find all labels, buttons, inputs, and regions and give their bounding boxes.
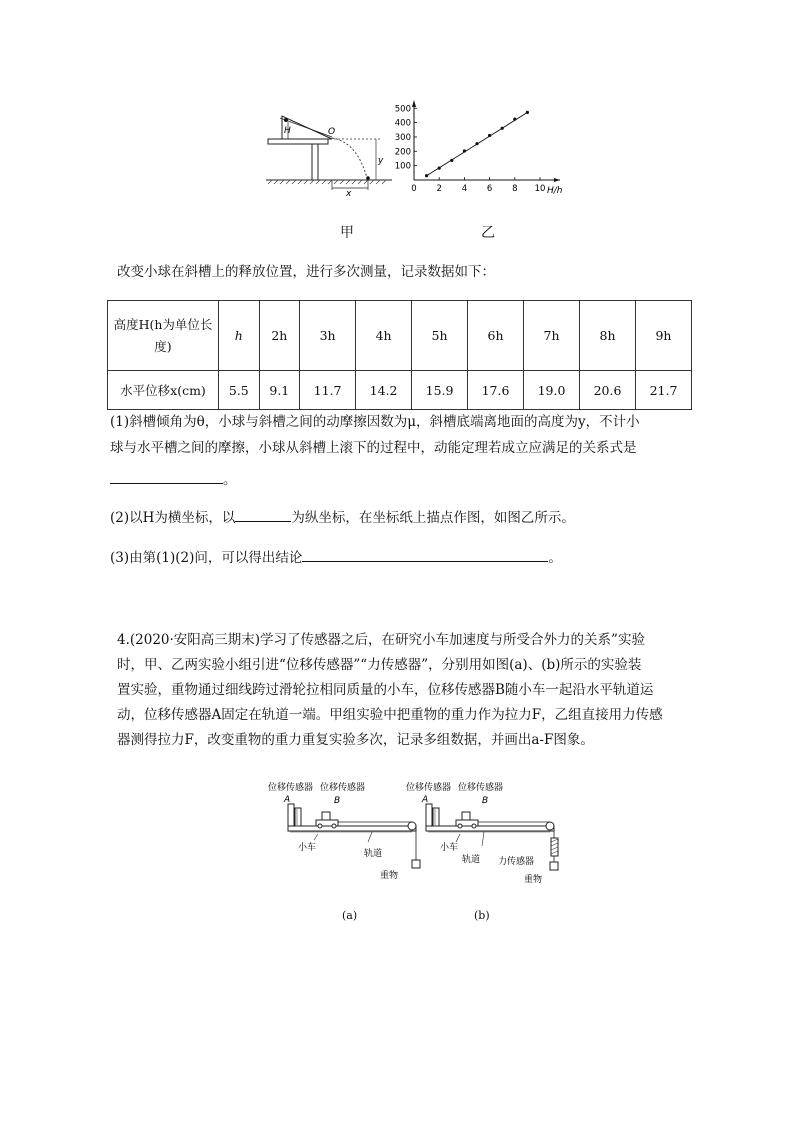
data-point [513, 118, 516, 121]
table-cell: 20.6 [580, 371, 636, 410]
q3-end: 。 [548, 550, 562, 566]
b-track-label: 轨道 [462, 855, 481, 865]
table-cell: 14.2 [356, 371, 412, 410]
data-point [475, 142, 478, 145]
row-header-height: 高度H(h为单位长度) [108, 301, 219, 371]
row-header-displacement: 水平位移x(cm) [108, 371, 219, 410]
q1-end: 。 [223, 472, 237, 488]
figure-apparatus [262, 108, 397, 198]
a-sensor1-label: 位移传感器 [268, 783, 314, 793]
q3-before: (3)由第(1)(2)问，可以得出结论 [110, 550, 303, 566]
problem-4 [117, 628, 697, 753]
caption-a: (a) [342, 909, 358, 922]
data-point [450, 159, 453, 162]
x-tick-label: 6 [486, 184, 493, 194]
a-label-A: A [284, 795, 291, 805]
q1-line1: (1)斜槽倾角为θ，小球与斜槽之间的动摩擦因数为μ，斜槽底端离地面的高度为y，不计小 [110, 414, 640, 430]
figure-graph [388, 98, 573, 200]
table-cell: 6h [468, 301, 524, 371]
x-tick-label: 8 [512, 184, 518, 194]
b-label-A: A [422, 795, 429, 805]
caption-b: (b) [474, 909, 490, 922]
question-3 [110, 545, 700, 571]
caption-jia: 甲 [340, 225, 354, 241]
data-point [438, 166, 441, 169]
x-tick-label: 2 [436, 184, 442, 194]
answer-blank-1[interactable] [110, 469, 223, 484]
a-track-label: 轨道 [364, 849, 383, 859]
figure-b [400, 776, 575, 888]
table-cell: 8h [580, 301, 636, 371]
y-tick-label: 300 [394, 132, 411, 143]
b-weight-label: 重物 [524, 875, 543, 885]
data-point [425, 174, 428, 177]
b-cart-label: 小车 [440, 843, 459, 853]
a-sensor2-label: 位移传感器 [320, 783, 366, 793]
p4-line1: 4.(2020·安阳高三期末)学习了传感器之后，在研究小车加速度与所受合外力的关系”实验 [117, 632, 645, 648]
p4-line2: 时，甲、乙两实验小组引进“位移传感器”“力传感器”，分别用如图(a)、(b)所示的实验装 [117, 657, 642, 673]
p4-line4: 动，位移传感器A固定在轨道一端。甲组实验中把重物的重力作为拉力F，乙组直接用力传感 [117, 707, 663, 723]
p4-line3: 置实验，重物通过细线跨过滑轮拉相同质量的小车，位移传感器B随小车一起沿水平轨道运 [117, 682, 654, 698]
b-sensor2-label: 位移传感器 [458, 783, 504, 793]
answer-blank-3[interactable] [302, 547, 548, 562]
x-tick-label: 4 [461, 184, 468, 194]
y-tick-label: 500 [394, 104, 411, 115]
data-point [488, 134, 491, 137]
table-cell: 17.6 [468, 371, 524, 410]
question-2 [110, 505, 700, 531]
label-O: O [328, 127, 336, 137]
label-y: y [378, 156, 384, 166]
table-cell: 4h [356, 301, 412, 371]
y-tick-label: 200 [394, 147, 411, 158]
p4-line5: 器测得拉力F，改变重物的重力重复实验多次，记录多组数据，并画出a-F图象。 [117, 732, 594, 748]
b-sensor1-label: 位移传感器 [406, 783, 452, 793]
intro-text: 改变小球在斜槽上的释放位置，进行多次测量，记录数据如下： [117, 264, 495, 280]
x-tick-label: 10 [534, 184, 546, 194]
data-point [463, 149, 466, 152]
y-tick-label: 400 [394, 118, 411, 129]
table-cell: 3h [300, 301, 356, 371]
table-cell: 9.1 [259, 371, 300, 410]
answer-blank-2[interactable] [235, 507, 291, 522]
question-1 [110, 409, 700, 493]
a-weight-label: 重物 [380, 871, 399, 881]
table-row [108, 301, 692, 371]
label-x: x [346, 189, 352, 198]
table-cell: 11.7 [300, 371, 356, 410]
b-force-label: 力传感器 [498, 857, 535, 867]
table-cell: 21.7 [636, 371, 692, 410]
q1-line2: 球与水平槽之间的摩擦，小球从斜槽上滚下的过程中，动能定理若成立应满足的关系式是 [110, 440, 637, 456]
label-H: H [284, 126, 291, 136]
data-table [107, 300, 692, 410]
y-tick-label: 100 [394, 161, 411, 172]
q2-before: (2)以H为横坐标，以 [110, 510, 236, 526]
b-label-B: B [482, 796, 489, 806]
q2-after: 为纵坐标，在坐标纸上描点作图，如图乙所示。 [291, 510, 575, 526]
data-point [501, 127, 504, 130]
x-tick-label: 0 [411, 184, 417, 194]
table-cell: 7h [524, 301, 580, 371]
table-cell: 5.5 [219, 371, 260, 410]
table-cell: 2h [259, 301, 300, 371]
caption-yi: 乙 [481, 225, 495, 241]
table-cell: 9h [636, 301, 692, 371]
table-cell: 15.9 [412, 371, 468, 410]
a-label-B: B [334, 796, 341, 806]
a-cart-label: 小车 [298, 843, 317, 853]
table-cell: 5h [412, 301, 468, 371]
table-cell: 19.0 [524, 371, 580, 410]
data-point [526, 111, 529, 114]
table-row [108, 371, 692, 410]
x-axis-label: H/h [547, 186, 563, 196]
table-cell: h [219, 301, 260, 371]
